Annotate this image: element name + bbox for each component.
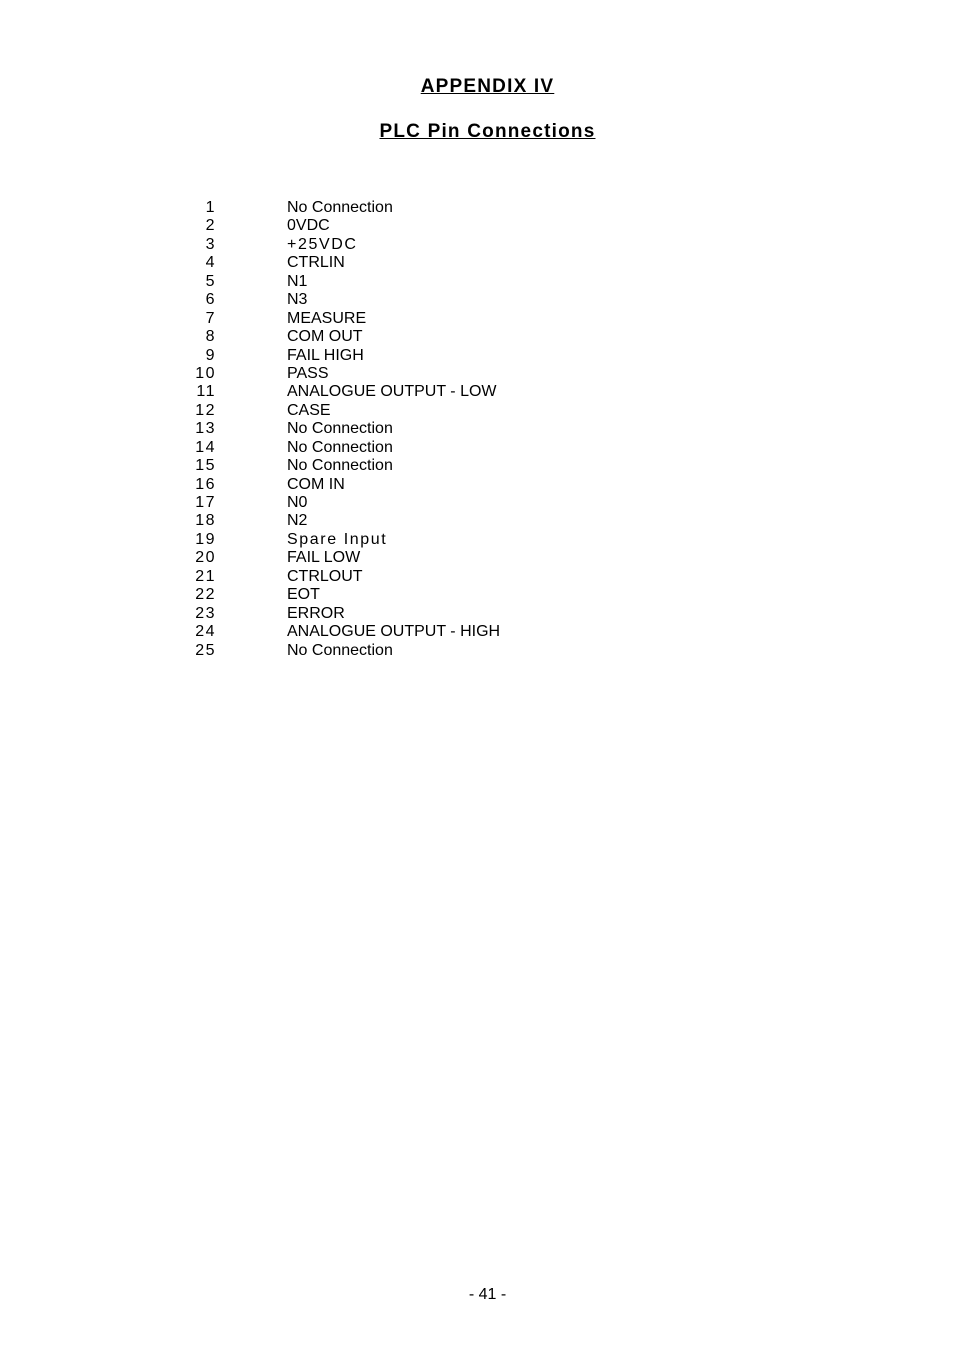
pin-number: 17 xyxy=(195,494,216,511)
pin-number: 2 xyxy=(205,217,216,235)
pin-label: No Connection xyxy=(287,641,393,659)
pin-label: N2 xyxy=(287,512,308,530)
pin-number: 16 xyxy=(195,475,216,493)
pin-label: N1 xyxy=(287,272,308,290)
pin-number: 18 xyxy=(195,512,216,530)
pin-label: ANALOGUE OUTPUT - LOW xyxy=(287,383,497,401)
pin-label: EOT xyxy=(287,586,320,604)
pin-number: 14 xyxy=(195,438,216,456)
pin-label: PASS xyxy=(287,364,329,382)
pin-number: 20 xyxy=(195,549,216,567)
pin-label: COM IN xyxy=(287,475,345,493)
pin-number: 8 xyxy=(205,328,216,346)
pin-number: 25 xyxy=(195,641,216,659)
pin-label: FAIL LOW xyxy=(287,549,361,567)
pin-number: 12 xyxy=(195,401,216,419)
pin-label: CTRLOUT xyxy=(287,567,363,585)
pin-number: 7 xyxy=(205,309,216,327)
pin-label: COM OUT xyxy=(287,328,363,346)
pin-number: 19 xyxy=(195,530,216,548)
pin-number: 21 xyxy=(195,567,216,585)
pin-number: 23 xyxy=(195,604,216,622)
pin-number: 3 xyxy=(205,235,216,253)
pin-label: No Connection xyxy=(287,199,393,216)
pin-label: No Connection xyxy=(287,420,393,438)
pin-label: ERROR xyxy=(287,604,345,622)
pin-label: 0VDC xyxy=(287,217,330,235)
pin-number: 5 xyxy=(205,272,216,290)
pin-label: Spare Input xyxy=(287,530,388,548)
pin-number: 4 xyxy=(205,254,216,272)
pin-number: 24 xyxy=(195,623,216,641)
pin-number: 22 xyxy=(195,586,216,604)
pin-label: No Connection xyxy=(287,438,393,456)
pin-label: No Connection xyxy=(287,457,393,475)
pin-label: N0 xyxy=(287,494,308,511)
pin-label: CASE xyxy=(287,401,331,419)
appendix-title: APPENDIX IV xyxy=(420,76,555,97)
pin-number: 6 xyxy=(205,291,216,309)
page-number: - 41 - xyxy=(468,1286,507,1303)
pin-number: 10 xyxy=(195,364,216,382)
pin-label: CTRLIN xyxy=(287,254,345,272)
pin-label: ANALOGUE OUTPUT - HIGH xyxy=(287,623,501,641)
pin-number: 1 xyxy=(205,199,216,216)
pin-label: N3 xyxy=(287,291,308,309)
pin-number: 9 xyxy=(205,346,216,364)
pin-number: 13 xyxy=(195,420,216,438)
pin-label: FAIL HIGH xyxy=(287,346,364,364)
pin-number: 15 xyxy=(195,457,216,475)
pin-label: +25VDC xyxy=(287,235,358,253)
pin-label: MEASURE xyxy=(287,309,367,327)
section-title: PLC Pin Connections xyxy=(379,121,596,142)
pin-number: 11 xyxy=(196,383,216,401)
